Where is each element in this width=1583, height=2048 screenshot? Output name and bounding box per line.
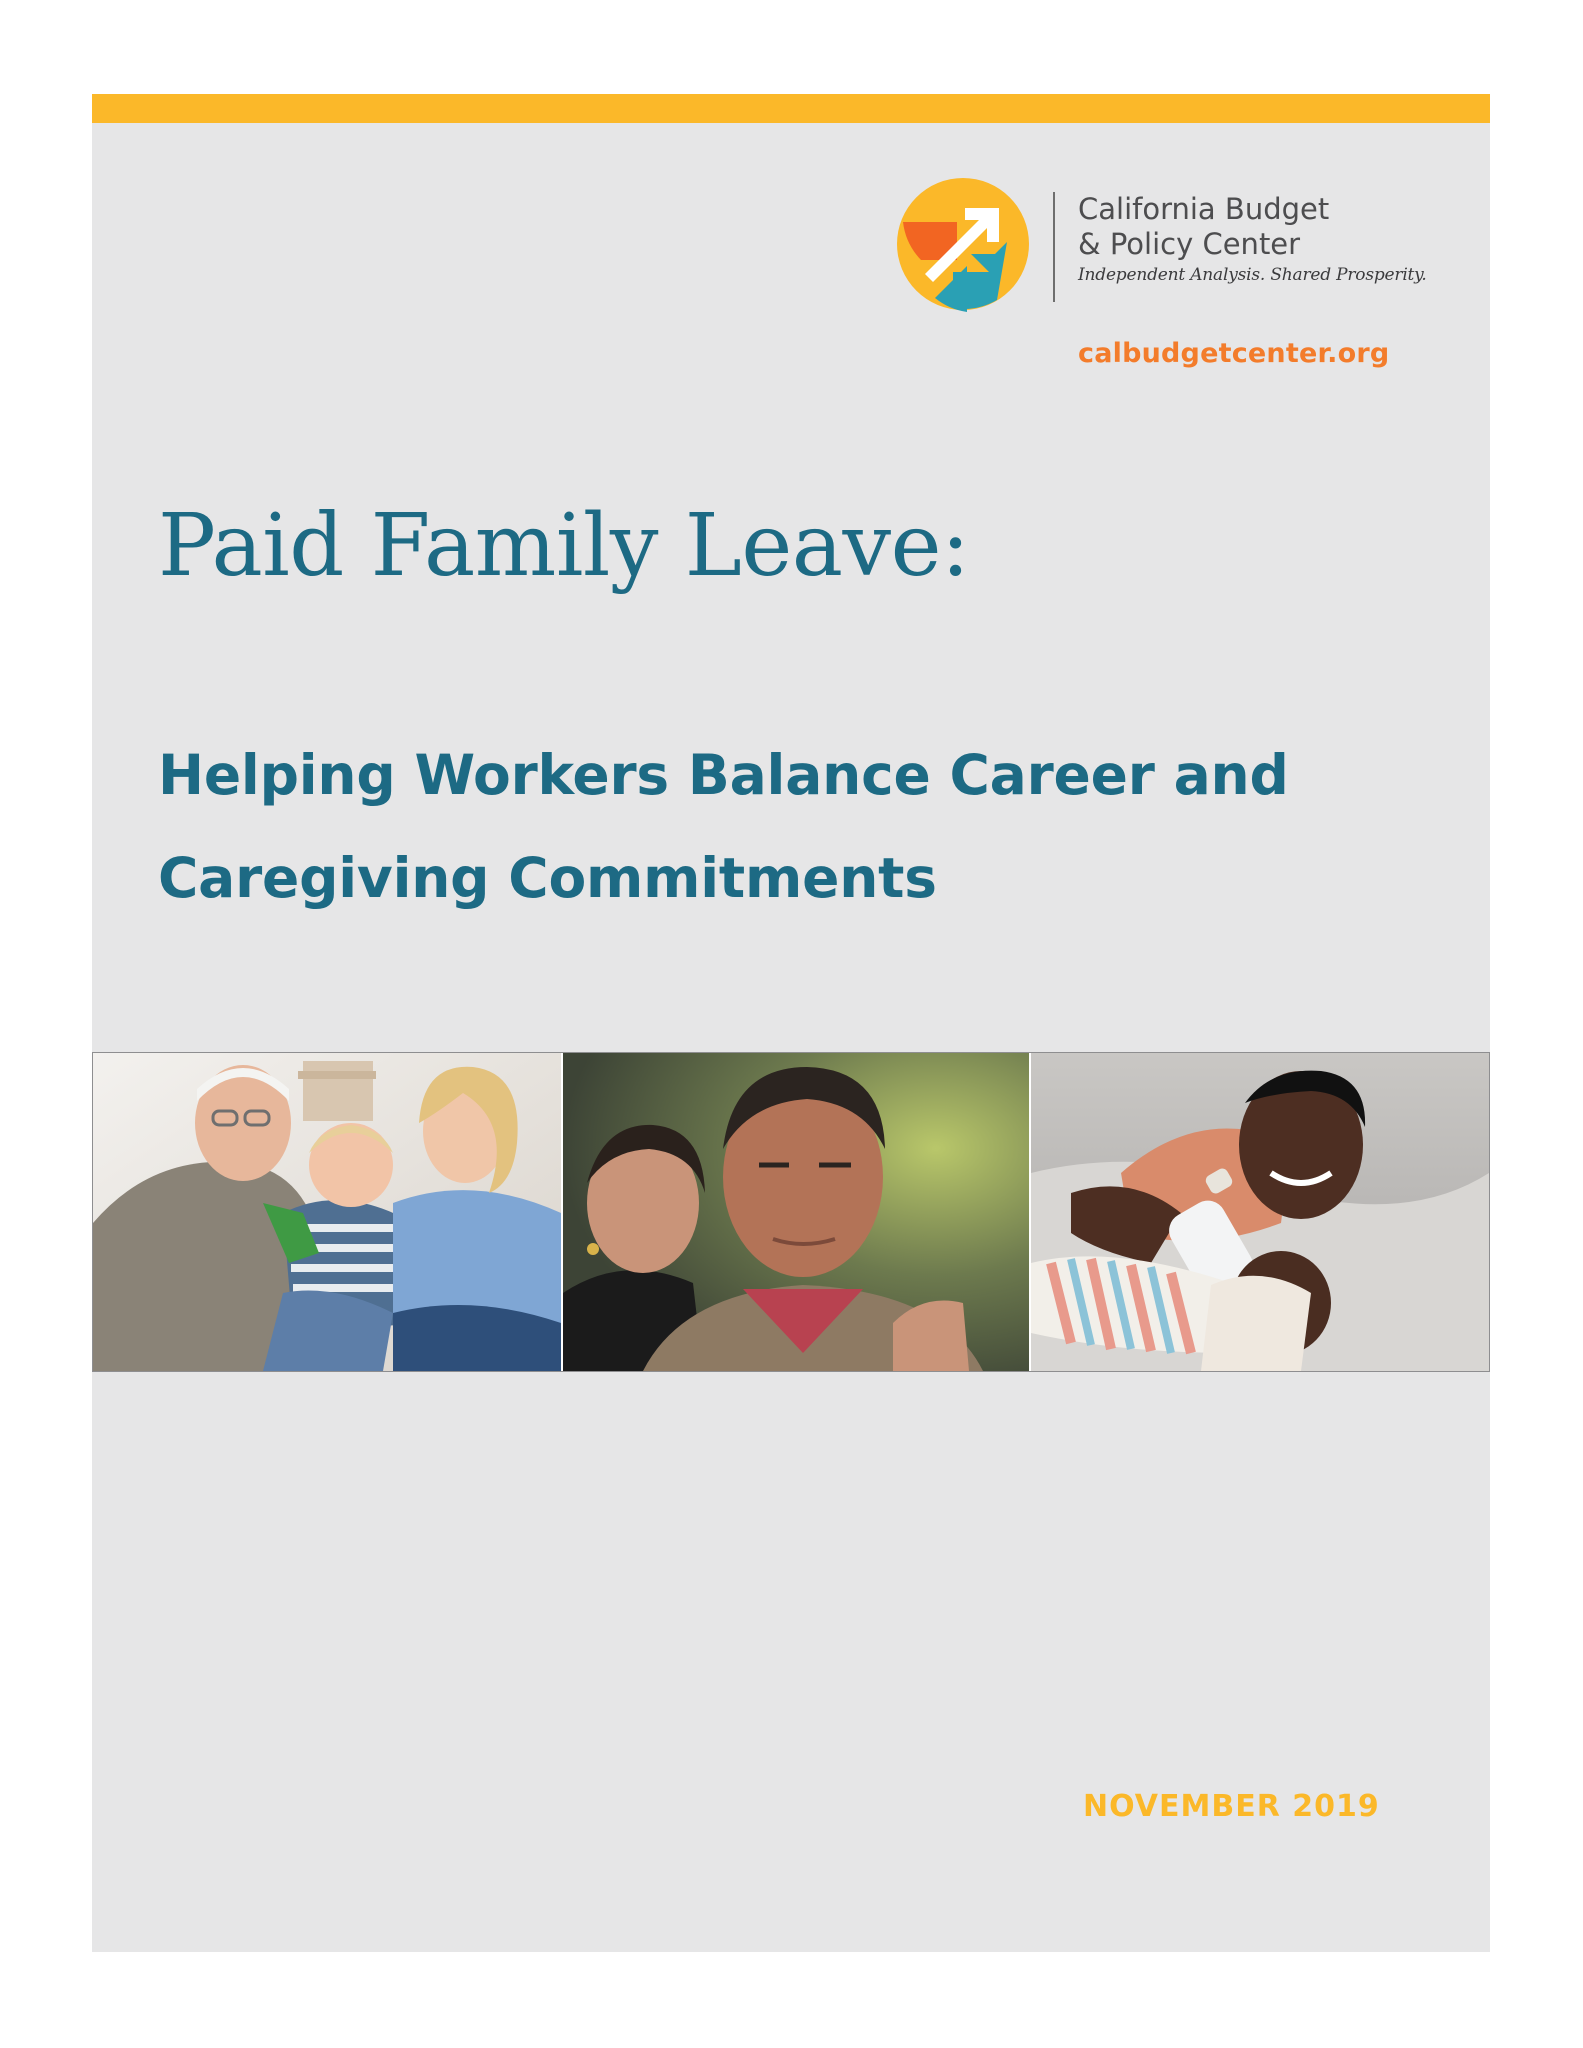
organization-name-line1: California Budget bbox=[1078, 192, 1330, 226]
website-link[interactable]: calbudgetcenter.org bbox=[1078, 338, 1390, 369]
family-grandparent-photo-icon bbox=[93, 1053, 561, 1371]
report-subtitle: Helping Workers Balance Career and Caregiving Commitments bbox=[158, 743, 1289, 910]
photo-strip bbox=[92, 1052, 1490, 1372]
logo-mark-icon bbox=[895, 176, 1031, 312]
logo-divider bbox=[1053, 192, 1055, 302]
father-baby-photo-icon bbox=[1031, 1053, 1489, 1371]
publication-date: NOVEMBER 2019 bbox=[1083, 1789, 1380, 1824]
accent-bar bbox=[92, 94, 1490, 123]
organization-logo[interactable] bbox=[895, 176, 1455, 316]
elderly-couple-photo bbox=[563, 1053, 1029, 1371]
father-baby-photo bbox=[1031, 1053, 1489, 1371]
organization-tagline: Independent Analysis. Shared Prosperity. bbox=[1078, 265, 1427, 285]
organization-name bbox=[1078, 192, 1329, 262]
report-title: Paid Family Leave: bbox=[158, 496, 970, 596]
report-cover bbox=[92, 94, 1490, 1952]
organization-name-line2: & Policy Center bbox=[1078, 227, 1301, 261]
elderly-couple-photo-icon bbox=[563, 1053, 1029, 1371]
family-grandparent-photo bbox=[93, 1053, 561, 1371]
